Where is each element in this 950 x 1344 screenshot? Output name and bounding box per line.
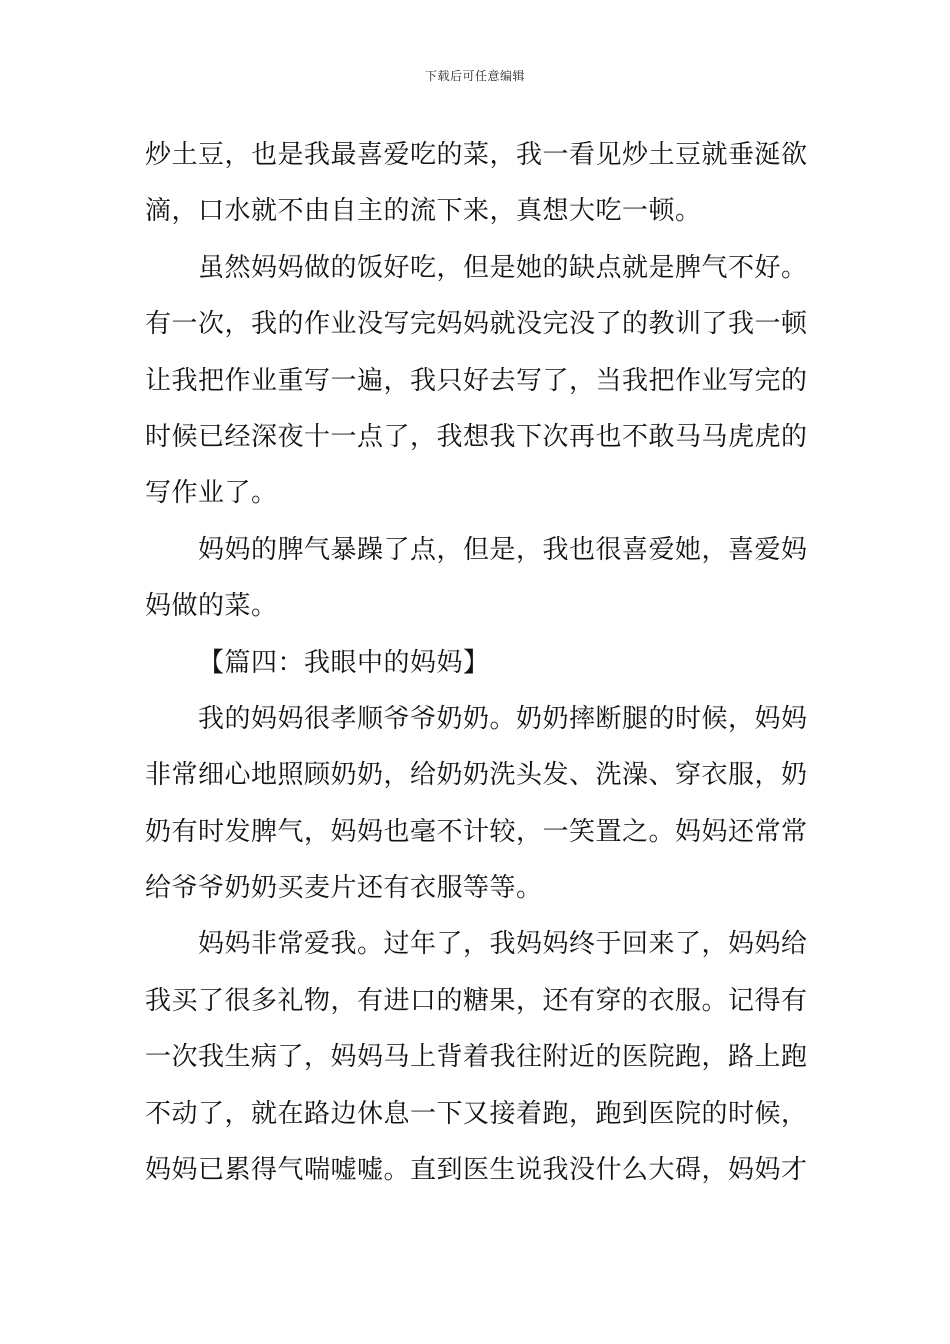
text-line: 非常细心地照顾奶奶，给奶奶洗头发、洗澡、穿衣服，奶 bbox=[145, 760, 808, 791]
text-line: 滴，口水就不由自主的流下来，真想大吃一顿。 bbox=[145, 196, 702, 227]
text-line: 写作业了。 bbox=[145, 478, 278, 509]
text-line: 妈妈已累得气喘嘘嘘。直到医生说我没什么大碍，妈妈才 bbox=[145, 1155, 808, 1186]
text-line: 妈妈非常爱我。过年了，我妈妈终于回来了，妈妈给 bbox=[198, 929, 808, 960]
text-line: 我买了很多礼物，有进口的糖果，还有穿的衣服。记得有 bbox=[145, 985, 808, 1016]
section-heading: 【篇四：我眼中的妈妈】 bbox=[198, 647, 490, 678]
text-line: 时候已经深夜十一点了，我想我下次再也不敢马马虎虎的 bbox=[145, 421, 808, 452]
text-line: 虽然妈妈做的饭好吃，但是她的缺点就是脾气不好。 bbox=[198, 252, 808, 283]
document-body bbox=[145, 127, 807, 1198]
text-line: 不动了，就在路边休息一下又接着跑，跑到医院的时候， bbox=[145, 1098, 808, 1129]
text-line: 有一次，我的作业没写完妈妈就没完没了的教训了我一顿 bbox=[145, 309, 808, 340]
page-header: 下载后可任意编辑 bbox=[424, 69, 525, 83]
text-line: 妈妈的脾气暴躁了点，但是，我也很喜爱她，喜爱妈 bbox=[198, 534, 808, 565]
text-line: 奶有时发脾气，妈妈也毫不计较，一笑置之。妈妈还常常 bbox=[145, 816, 808, 847]
text-line: 我的妈妈很孝顺爷爷奶奶。奶奶摔断腿的时候，妈妈 bbox=[198, 703, 808, 734]
text-line: 一次我生病了，妈妈马上背着我往附近的医院跑，路上跑 bbox=[145, 1042, 808, 1073]
text-line: 给爷爷奶奶买麦片还有衣服等等。 bbox=[145, 873, 543, 904]
text-line: 妈做的菜。 bbox=[145, 591, 278, 622]
text-line: 炒土豆，也是我最喜爱吃的菜，我一看见炒土豆就垂涎欲 bbox=[145, 140, 808, 170]
text-line: 让我把作业重写一遍，我只好去写了，当我把作业写完的 bbox=[145, 365, 808, 396]
